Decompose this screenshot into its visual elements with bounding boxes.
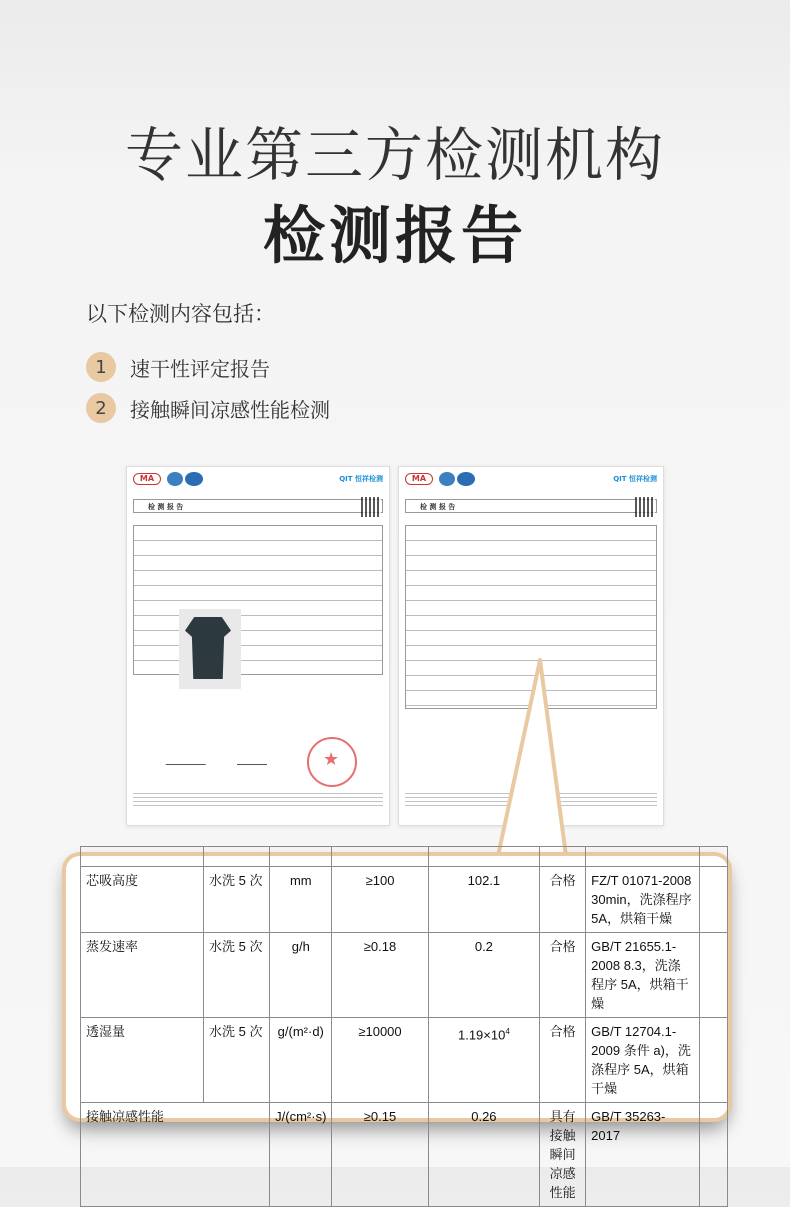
brand-logo: QIT 恒祥检测 xyxy=(613,475,657,483)
zoom-callout xyxy=(62,852,732,1200)
result-base: 1.19×10 xyxy=(457,1027,506,1043)
test-method: GB/T 35263-2017 xyxy=(586,1103,699,1207)
test-item: 透湿量 xyxy=(81,1018,204,1103)
cma-logo-icon: MA xyxy=(405,473,433,485)
test-condition: 水洗 5 次 xyxy=(204,933,270,1018)
cnas-logo-icon xyxy=(457,472,475,486)
cma-logo-icon: MA xyxy=(133,473,161,485)
table-row xyxy=(81,867,728,933)
requirement: ≥0.15 xyxy=(332,1103,428,1207)
report-header xyxy=(127,467,389,493)
table-row xyxy=(81,1103,728,1207)
test-item: 芯吸高度 xyxy=(81,867,204,933)
number-badge: 1 xyxy=(86,352,116,382)
number-badge: 2 xyxy=(86,393,116,423)
page-subtitle: 检测报告 xyxy=(262,199,527,272)
intro-text: 以下检测内容包括： xyxy=(86,302,275,326)
report-table xyxy=(133,525,383,675)
report-header xyxy=(399,467,663,493)
qr-code-icon xyxy=(635,497,655,517)
report-footer xyxy=(133,793,383,809)
table-row xyxy=(81,933,728,1018)
report-page-1 xyxy=(126,466,390,826)
verdict: 合格 xyxy=(540,867,586,933)
cnas-logo-icon xyxy=(185,472,203,486)
unit: mm xyxy=(270,867,332,933)
report-title: 检 测 报 告 xyxy=(148,503,184,511)
stamp-icon xyxy=(307,737,357,787)
result: 102.1 xyxy=(428,867,540,933)
test-method: GB/T 12704.1-2009 条件 a)，洗涤程序 5A，烘箱干燥 xyxy=(586,1018,699,1103)
result: 0.26 xyxy=(428,1103,540,1207)
page-title: 专业第三方检测机构 xyxy=(124,121,665,189)
report-titlebar xyxy=(133,499,383,513)
signature-icon xyxy=(166,757,209,765)
result-exponent: 4 xyxy=(505,1027,510,1036)
ilac-logo-icon xyxy=(439,472,455,486)
report-page-2 xyxy=(398,466,664,826)
signature-icon xyxy=(237,757,267,765)
verdict: 具有接触瞬间凉感性能 xyxy=(540,1103,586,1207)
unit: J/(cm²·s) xyxy=(270,1103,332,1207)
report-footer xyxy=(405,793,657,809)
unit: g/h xyxy=(270,933,332,1018)
requirement: ≥100 xyxy=(332,867,428,933)
list-item xyxy=(86,352,270,382)
result xyxy=(428,1018,540,1103)
brand-logo: QIT 恒祥检测 xyxy=(339,475,383,483)
qr-code-icon xyxy=(361,497,381,517)
test-condition: 水洗 5 次 xyxy=(204,1018,270,1103)
verdict: 合格 xyxy=(540,933,586,1018)
list-item xyxy=(86,393,330,423)
test-method: GB/T 21655.1-2008 8.3，洗涤程序 5A，烘箱干燥 xyxy=(586,933,699,1018)
unit: g/(m²·d) xyxy=(270,1018,332,1103)
ilac-logo-icon xyxy=(167,472,183,486)
verdict: 合格 xyxy=(540,1018,586,1103)
table-row xyxy=(81,847,728,867)
requirement: ≥10000 xyxy=(332,1018,428,1103)
report-titlebar xyxy=(405,499,657,513)
result: 0.2 xyxy=(428,933,540,1018)
list-item-label: 速干性评定报告 xyxy=(130,356,270,381)
test-item: 接触凉感性能 xyxy=(81,1103,270,1207)
test-item: 蒸发速率 xyxy=(81,933,204,1018)
zoom-table xyxy=(80,846,728,1207)
requirement: ≥0.18 xyxy=(332,933,428,1018)
list-item-label: 接触瞬间凉感性能检测 xyxy=(130,397,330,422)
table-row xyxy=(81,1018,728,1103)
report-title: 检 测 报 告 xyxy=(420,503,456,511)
report-table xyxy=(405,525,657,709)
test-method: FZ/T 01071-2008 30min，洗涤程序 5A，烘箱干燥 xyxy=(586,867,699,933)
test-condition: 水洗 5 次 xyxy=(204,867,270,933)
